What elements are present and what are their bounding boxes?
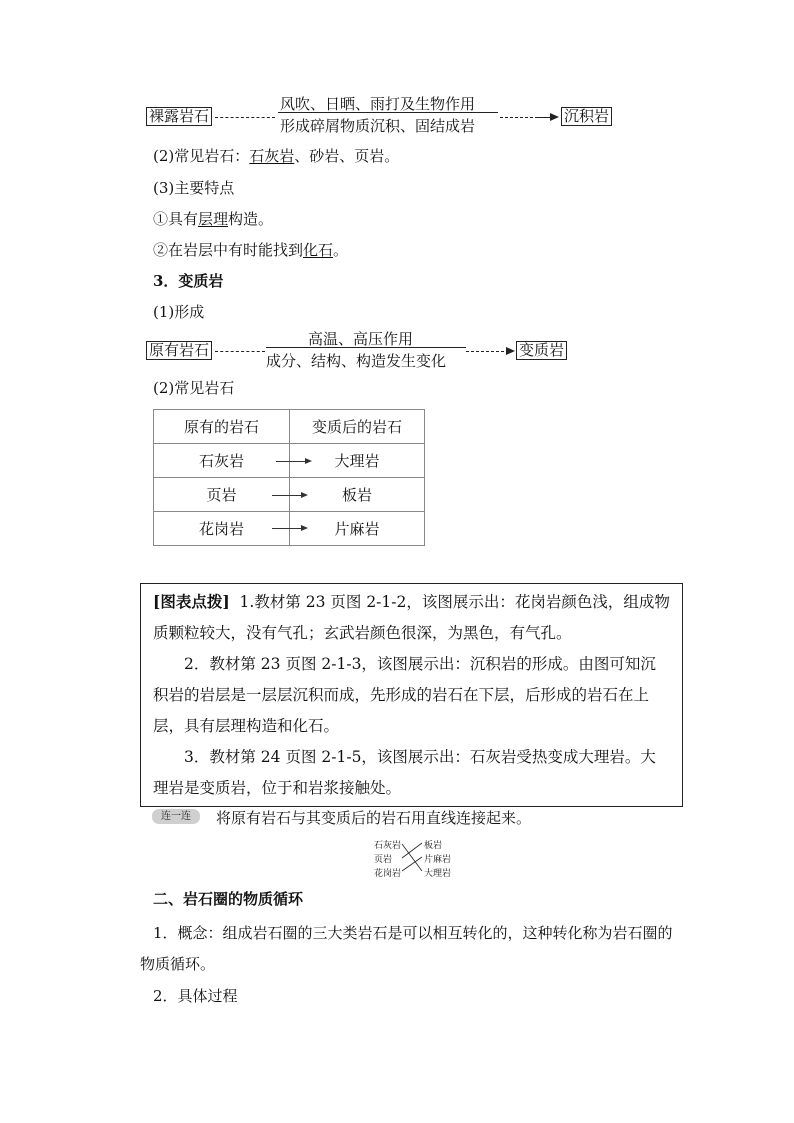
- meta-upper-label: 高温、高压作用: [308, 330, 414, 348]
- common-rocks-title: (2)常见岩石: [153, 379, 235, 397]
- table-row: 石灰岩 大理岩: [154, 444, 425, 478]
- table-row: 页岩 板岩: [154, 478, 425, 512]
- formation-title: (1)形成: [153, 303, 205, 321]
- tips-item-3: 3．教材第 24 页图 2-1-5，该图展示出：石灰岩受热变成大理岩。大理岩是变质岩，位于和岩浆接触处。: [153, 748, 656, 797]
- connect-tag: 连一连: [152, 809, 200, 824]
- flow-end-metamorphic: 变质岩: [516, 341, 567, 360]
- concept-paragraph: 1．概念：组成岩石圈的三大类岩石是可以相互转化的，这种转化称为岩石圈的物质循环。: [140, 924, 673, 973]
- header-metamorphic: 变质后的岩石: [290, 410, 425, 444]
- meta-lower-label: 成分、结构、构造发生变化: [266, 352, 447, 370]
- flow-lower-label: 形成碎屑物质沉积、固结成岩: [280, 117, 476, 135]
- arrow-icon: [506, 347, 515, 355]
- section-3-title: 3．变质岩: [153, 272, 224, 290]
- process-title: 2．具体过程: [153, 987, 238, 1005]
- flow-start-sedimentary: 裸露岩石: [146, 107, 212, 126]
- feature-2: ②在岩层中有时能找到化石。: [153, 241, 349, 259]
- table-row: 花岗岩 片麻岩: [154, 512, 425, 546]
- header-original: 原有的岩石: [154, 410, 290, 444]
- connect-instruction: 将原有岩石与其变质后的岩石用直线连接起来。: [216, 809, 532, 827]
- flow-start-metamorphic: 原有岩石: [146, 341, 212, 360]
- connect-lines: [400, 838, 424, 878]
- flow-end-sedimentary: 沉积岩: [561, 107, 612, 126]
- flow-dash-right: [500, 117, 538, 118]
- table-header-row: [154, 410, 425, 444]
- arrow-icon: [276, 461, 310, 462]
- arrow-icon: [272, 495, 306, 496]
- features-title: (3)主要特点: [153, 179, 235, 197]
- tips-item-2: 2．教材第 23 页图 2-1-3，该图展示出：沉积岩的形成。由图可知沉积岩的岩层是一层层沉积而成，先形成的岩石在下层，后形成的岩石在上层，具有层理构造和化石。: [153, 655, 656, 735]
- flow-dash-left: [215, 117, 275, 118]
- common-sedimentary: (2)常见岩石：石灰岩、砂岩、页岩。: [153, 147, 400, 165]
- flow-upper-label: 风吹、日晒、雨打及生物作用: [280, 95, 476, 113]
- arrow-icon: [272, 528, 306, 529]
- feature-1: ①具有层理构造。: [153, 210, 274, 228]
- chart-tips-box: [图表点拨] 1.教材第 23 页图 2-1-2，该图展示出：花岗岩颜色浅，组成物质颗粒较大，没有气孔；玄武岩颜色很深，为黑色，有气孔。 2．教材第 23 页图 2-1-3，该图展示出：沉积岩的形成。由图可知沉积岩的岩层是一层层沉积而成，先形成的岩石在下层，后形成的岩石在上层，具有层理构造和化石。 3．教材第 24 页图 2-1-5，该图展示出：石灰岩受热变成大理岩。大理岩是变质岩，位于和岩浆接触处。: [140, 583, 683, 807]
- tips-label: [图表点拨]: [153, 592, 230, 611]
- section-2-title: 二、岩石圈的物质循环: [153, 890, 304, 908]
- arrow-icon: [550, 113, 559, 121]
- rock-table: [153, 409, 425, 546]
- flow-line: [278, 112, 498, 113]
